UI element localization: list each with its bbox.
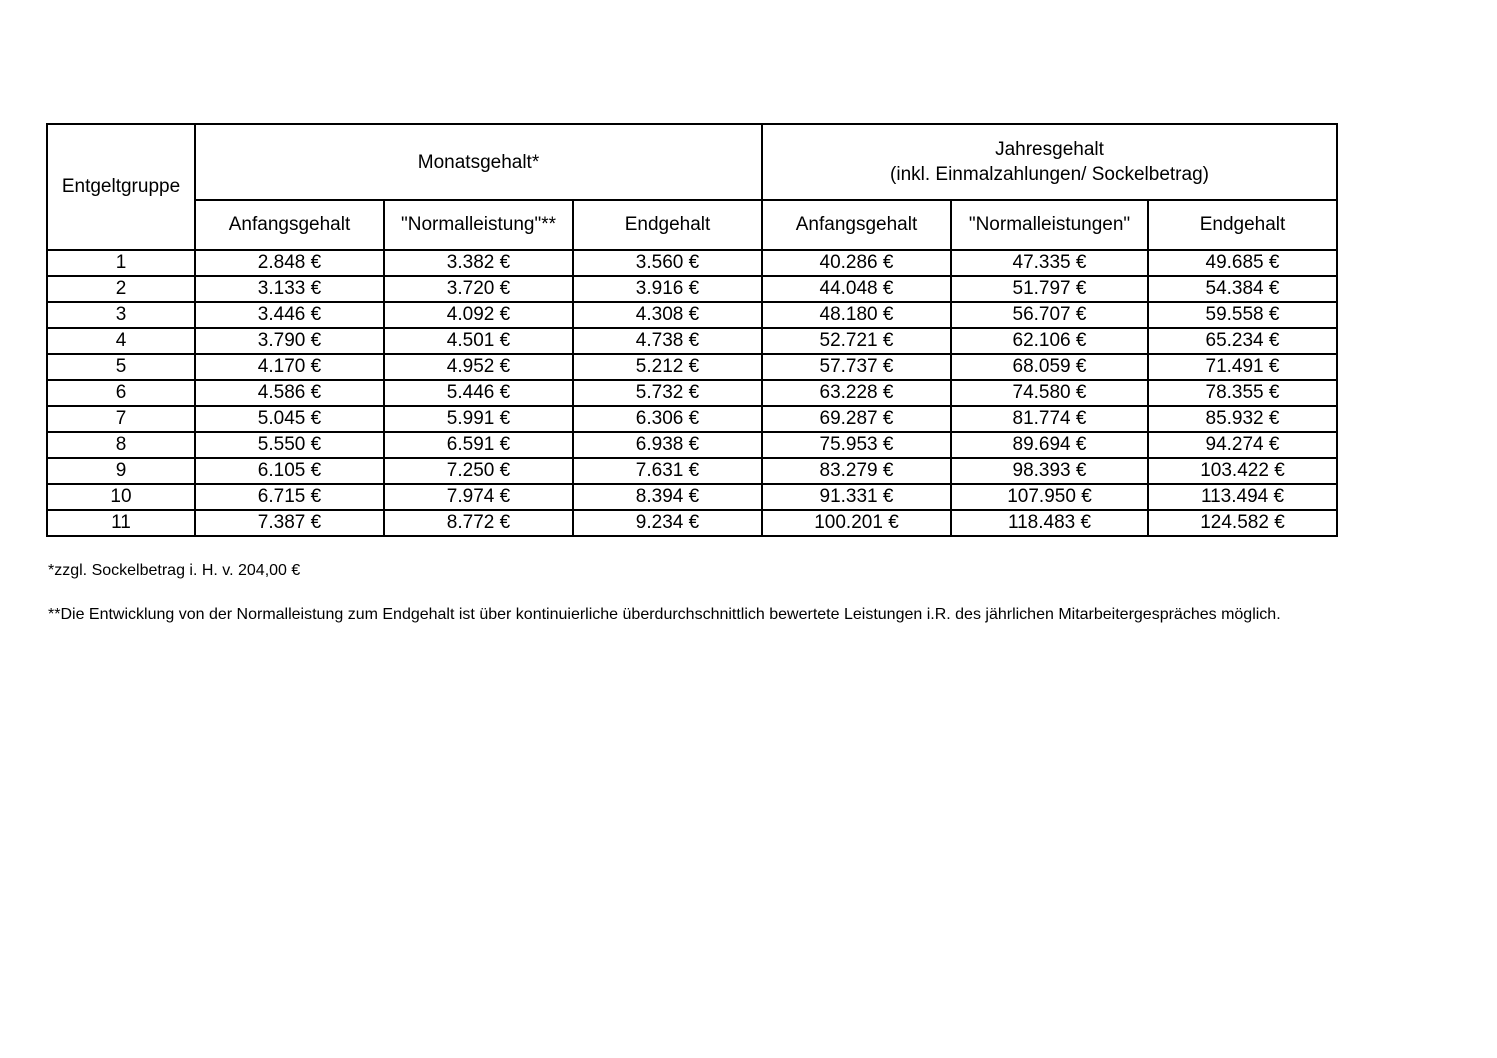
group-cell: 8 — [47, 432, 195, 458]
salary-cell: 49.685 € — [1148, 250, 1337, 276]
salary-cell: 5.212 € — [573, 354, 762, 380]
salary-cell: 3.720 € — [384, 276, 573, 302]
table-row — [47, 510, 1337, 536]
salary-cell: 4.501 € — [384, 328, 573, 354]
salary-cell: 107.950 € — [951, 484, 1148, 510]
table-row — [47, 250, 1337, 276]
salary-cell: 6.938 € — [573, 432, 762, 458]
sub-header-endgehalt-monthly: Endgehalt — [573, 200, 762, 250]
salary-cell: 57.737 € — [762, 354, 951, 380]
sub-header-normalleistung-monthly: "Normalleistung"** — [384, 200, 573, 250]
footnote-normalleistung: **Die Entwicklung von der Normalleistung zum Endgehalt ist über kontinuierliche überdurchschnittlich bewertete Leistungen i.R. des jährlichen Mitarbeitergespräches möglich. — [48, 606, 1281, 623]
group-cell: 2 — [47, 276, 195, 302]
salary-cell: 6.105 € — [195, 458, 384, 484]
table-body — [47, 250, 1337, 536]
salary-cell: 62.106 € — [951, 328, 1148, 354]
group-cell: 7 — [47, 406, 195, 432]
salary-cell: 63.228 € — [762, 380, 951, 406]
salary-cell: 83.279 € — [762, 458, 951, 484]
table-row — [47, 276, 1337, 302]
salary-cell: 6.591 € — [384, 432, 573, 458]
salary-cell: 68.059 € — [951, 354, 1148, 380]
group-cell: 11 — [47, 510, 195, 536]
salary-cell: 51.797 € — [951, 276, 1148, 302]
group-cell: 4 — [47, 328, 195, 354]
group-cell: 5 — [47, 354, 195, 380]
sub-header-normalleistungen-annual: "Normalleistungen" — [951, 200, 1148, 250]
salary-cell: 59.558 € — [1148, 302, 1337, 328]
group-cell: 9 — [47, 458, 195, 484]
salary-cell: 48.180 € — [762, 302, 951, 328]
salary-cell: 56.707 € — [951, 302, 1148, 328]
table-row — [47, 302, 1337, 328]
column-group-header-monatsgehalt: Monatsgehalt* — [195, 124, 762, 200]
salary-cell: 3.560 € — [573, 250, 762, 276]
salary-cell: 85.932 € — [1148, 406, 1337, 432]
table-row — [47, 354, 1337, 380]
salary-cell: 3.133 € — [195, 276, 384, 302]
salary-cell: 94.274 € — [1148, 432, 1337, 458]
column-group-header-jahresgehalt — [762, 124, 1337, 200]
salary-table — [46, 123, 1338, 537]
salary-cell: 4.586 € — [195, 380, 384, 406]
salary-cell: 54.384 € — [1148, 276, 1337, 302]
salary-cell: 5.446 € — [384, 380, 573, 406]
salary-cell: 40.286 € — [762, 250, 951, 276]
group-cell: 6 — [47, 380, 195, 406]
table-row — [47, 406, 1337, 432]
salary-cell: 124.582 € — [1148, 510, 1337, 536]
table-row — [47, 458, 1337, 484]
salary-cell: 103.422 € — [1148, 458, 1337, 484]
salary-cell: 6.715 € — [195, 484, 384, 510]
salary-cell: 9.234 € — [573, 510, 762, 536]
sub-header-endgehalt-annual: Endgehalt — [1148, 200, 1337, 250]
sub-header-anfangsgehalt-annual: Anfangsgehalt — [762, 200, 951, 250]
jahresgehalt-title: Jahresgehalt — [995, 139, 1104, 160]
salary-cell: 75.953 € — [762, 432, 951, 458]
salary-cell: 7.631 € — [573, 458, 762, 484]
salary-cell: 47.335 € — [951, 250, 1148, 276]
salary-cell: 3.446 € — [195, 302, 384, 328]
jahresgehalt-subtitle: (inkl. Einmalzahlungen/ Sockelbetrag) — [890, 164, 1209, 185]
salary-cell: 74.580 € — [951, 380, 1148, 406]
footnote-sockelbetrag: *zzgl. Sockelbetrag i. H. v. 204,00 € — [48, 562, 301, 579]
salary-cell: 5.991 € — [384, 406, 573, 432]
salary-cell: 4.308 € — [573, 302, 762, 328]
salary-cell: 3.916 € — [573, 276, 762, 302]
salary-cell: 7.974 € — [384, 484, 573, 510]
salary-cell: 89.694 € — [951, 432, 1148, 458]
salary-cell: 8.394 € — [573, 484, 762, 510]
salary-cell: 65.234 € — [1148, 328, 1337, 354]
salary-cell: 5.550 € — [195, 432, 384, 458]
salary-cell: 4.952 € — [384, 354, 573, 380]
salary-cell: 5.045 € — [195, 406, 384, 432]
salary-cell: 91.331 € — [762, 484, 951, 510]
salary-cell: 98.393 € — [951, 458, 1148, 484]
salary-cell: 69.287 € — [762, 406, 951, 432]
salary-cell: 8.772 € — [384, 510, 573, 536]
table-row — [47, 380, 1337, 406]
group-cell: 3 — [47, 302, 195, 328]
salary-cell: 2.848 € — [195, 250, 384, 276]
salary-cell: 4.738 € — [573, 328, 762, 354]
salary-cell: 3.382 € — [384, 250, 573, 276]
salary-cell: 81.774 € — [951, 406, 1148, 432]
salary-cell: 7.387 € — [195, 510, 384, 536]
salary-cell: 52.721 € — [762, 328, 951, 354]
salary-cell: 7.250 € — [384, 458, 573, 484]
table-row — [47, 328, 1337, 354]
table-row — [47, 484, 1337, 510]
salary-cell: 118.483 € — [951, 510, 1148, 536]
salary-cell: 4.170 € — [195, 354, 384, 380]
salary-cell: 5.732 € — [573, 380, 762, 406]
group-cell: 1 — [47, 250, 195, 276]
salary-cell: 6.306 € — [573, 406, 762, 432]
salary-cell: 44.048 € — [762, 276, 951, 302]
salary-cell: 4.092 € — [384, 302, 573, 328]
sub-header-anfangsgehalt-monthly: Anfangsgehalt — [195, 200, 384, 250]
table-row — [47, 432, 1337, 458]
salary-cell: 113.494 € — [1148, 484, 1337, 510]
salary-cell: 78.355 € — [1148, 380, 1337, 406]
salary-cell: 100.201 € — [762, 510, 951, 536]
salary-cell: 71.491 € — [1148, 354, 1337, 380]
salary-cell: 3.790 € — [195, 328, 384, 354]
group-cell: 10 — [47, 484, 195, 510]
column-header-entgeltgruppe: Entgeltgruppe — [47, 124, 195, 250]
